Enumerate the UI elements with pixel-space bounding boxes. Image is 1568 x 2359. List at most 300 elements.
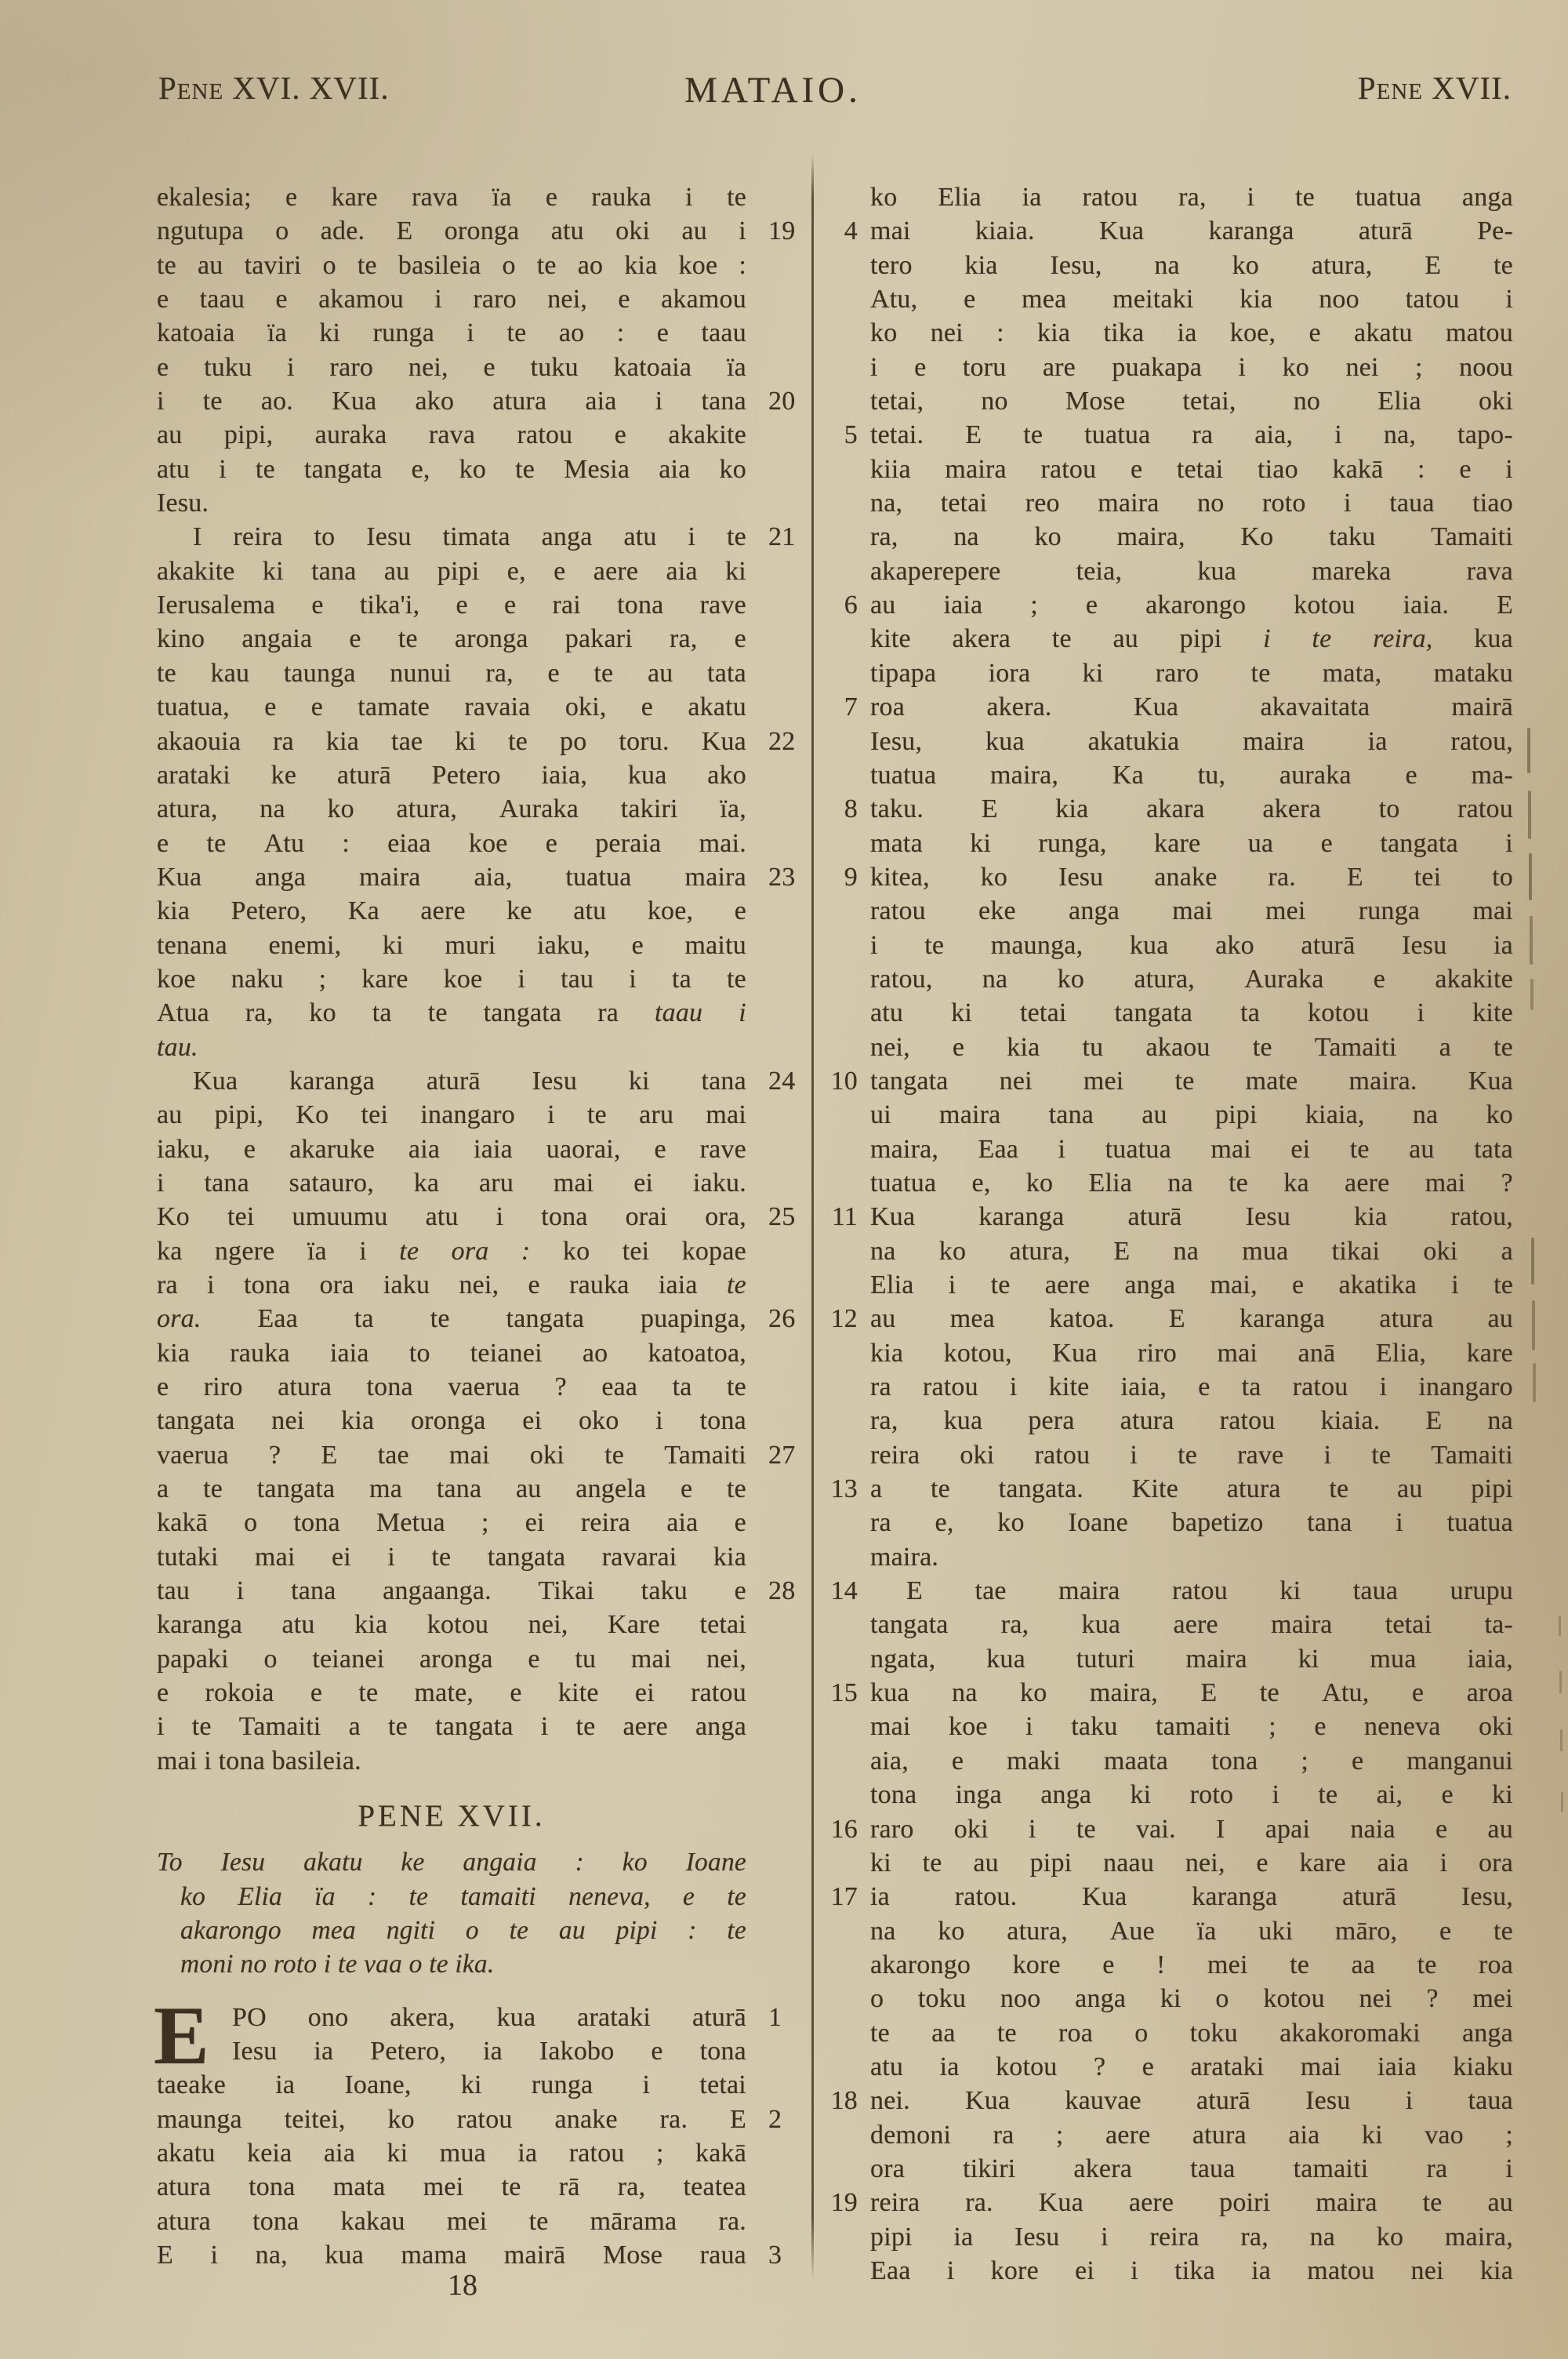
word: au (516, 1474, 542, 1504)
word: naku (230, 964, 284, 994)
text-line (157, 453, 746, 486)
word: kua (1197, 556, 1237, 586)
page-edge-mark (1559, 1670, 1562, 1694)
word: ta (372, 998, 392, 1028)
word: ki (319, 318, 341, 348)
drop-cap: E (154, 1989, 209, 2081)
word: pipi (870, 2222, 913, 2252)
word: ko (1282, 352, 1310, 382)
word: atura (157, 2172, 211, 2202)
word: au (870, 591, 896, 620)
word: e (1291, 1270, 1305, 1299)
word: a (1501, 1236, 1513, 1266)
text-line (870, 962, 1513, 996)
verse-number: 5 (844, 420, 858, 450)
word: ka (1283, 1168, 1309, 1198)
word: e (545, 828, 558, 858)
word: aturā (1127, 1202, 1182, 1232)
word: kua (1081, 1610, 1121, 1640)
word: au (870, 1304, 896, 1334)
word: pipi (1179, 624, 1222, 654)
word: ki (1130, 1780, 1152, 1810)
word: atu (623, 522, 657, 552)
text-line (870, 2016, 1513, 2050)
word: a (348, 1712, 361, 1742)
word: tuatua, (157, 692, 230, 722)
word: : (521, 1236, 531, 1266)
word: nei (930, 318, 964, 348)
verse-number: 12 (830, 1304, 858, 1334)
word: noo (1319, 285, 1359, 314)
word: kare (1466, 1338, 1513, 1368)
text-line (157, 1302, 796, 1336)
word: Kua (964, 2086, 1011, 2116)
word: tangata (303, 454, 383, 484)
word: E (157, 2240, 173, 2270)
text-line (870, 453, 1513, 486)
word: ako (415, 387, 455, 416)
word: kitea, (870, 862, 930, 892)
word: akaruke (289, 1134, 376, 1164)
text-line (157, 1914, 746, 1947)
word: tona (218, 1746, 265, 1776)
word: i (540, 1712, 549, 1742)
word: kia (1007, 1032, 1040, 1062)
word: i (1247, 183, 1255, 212)
word: ngata, (870, 1644, 936, 1674)
word: te (358, 1678, 379, 1708)
word: na (1173, 1236, 1200, 1266)
word: e (680, 1474, 693, 1504)
word: tei (227, 1202, 255, 1232)
word: rave (699, 1134, 746, 1164)
text-line (157, 1642, 746, 1676)
word: Ierusalema (157, 591, 276, 620)
word: tona (617, 591, 664, 620)
word: e (614, 420, 627, 450)
text-line (870, 827, 1513, 860)
word: e (1435, 1814, 1448, 1844)
word: mua (1370, 1644, 1417, 1674)
word: mai (1210, 1134, 1251, 1164)
word: i (1405, 2086, 1414, 2116)
word: ra, (870, 522, 898, 552)
word: mai (255, 1542, 296, 1572)
text-line (870, 1710, 1513, 1743)
text-line (157, 418, 746, 452)
word: angaia (241, 624, 313, 654)
word: ra, (1240, 2222, 1269, 2252)
word: o (408, 1950, 423, 1979)
word: Eaa (257, 1304, 298, 1334)
word: nei, (706, 1644, 746, 1674)
word: aronga (419, 1644, 493, 1674)
word: iaku, (157, 1134, 211, 1164)
word: mataku (1433, 658, 1513, 688)
word: rokoia (205, 1678, 274, 1708)
word: inangaro (420, 1100, 515, 1130)
word: Iesu (1014, 2222, 1060, 2252)
word: tetai (1020, 998, 1067, 1028)
text-line (870, 1438, 1513, 1472)
word: o (322, 250, 336, 280)
word: ; (1505, 2120, 1513, 2150)
word: akatika (1338, 1270, 1417, 1299)
word: te (924, 930, 945, 960)
word: akatu (688, 692, 746, 722)
text-line (157, 2068, 746, 2102)
word: nei (271, 1406, 305, 1436)
word: aia (1288, 2120, 1320, 2150)
word: karanga (157, 1610, 242, 1640)
text-line (157, 2034, 746, 2068)
word: E (1425, 1406, 1443, 1436)
word: ; (481, 1508, 489, 1538)
word: mea (949, 1304, 995, 1334)
word: koe (157, 964, 196, 994)
word: ko (1034, 522, 1062, 552)
word: tona (541, 1202, 588, 1232)
text-line (157, 2001, 782, 2034)
word: riro (203, 1372, 243, 1402)
word: mata, (1322, 658, 1382, 688)
word: ïa (314, 1881, 336, 1911)
word: taua (1389, 489, 1435, 518)
word: Kua (701, 726, 746, 756)
word: i (655, 387, 663, 416)
text-line (870, 1608, 1513, 1641)
word: tae (377, 1440, 409, 1470)
text-line (870, 1166, 1513, 1200)
word: karanga (978, 1202, 1065, 1232)
word: o (275, 216, 289, 246)
word: tona (870, 1780, 917, 1810)
word: ; (1055, 2120, 1064, 2150)
text-line (157, 520, 796, 554)
word: te (397, 624, 418, 654)
word: ao (558, 318, 585, 348)
word: : (616, 318, 625, 348)
text-line (870, 1540, 1513, 1574)
word: ko (980, 862, 1008, 892)
word: kia (964, 250, 998, 280)
word: takiri (620, 794, 678, 824)
running-head-title: MATAIO. (684, 70, 862, 111)
text-line (157, 1132, 746, 1166)
word: kua (627, 760, 667, 790)
word: te (157, 658, 176, 688)
word: te (1051, 624, 1072, 654)
word: o (244, 1508, 258, 1538)
word: kia (1240, 285, 1273, 314)
word: e (243, 1134, 256, 1164)
word: are (1042, 352, 1076, 382)
word: ko (1025, 1168, 1054, 1198)
word: ki (725, 556, 746, 586)
word: iaku, (536, 930, 590, 960)
word: e (528, 1644, 540, 1674)
word: kore (990, 2255, 1039, 2285)
word: au (1487, 1814, 1513, 1844)
word: te (1422, 2188, 1443, 2218)
word: puapinga, (641, 1304, 746, 1334)
word: vao (1425, 2120, 1464, 2150)
word: katoaia (157, 318, 235, 348)
word: mareka (1312, 556, 1392, 586)
word: Ioane, (344, 2070, 412, 2100)
word: au (1397, 1474, 1423, 1504)
word: o (870, 1984, 884, 2014)
word: akamou (661, 285, 746, 314)
word: kiaia. (1320, 1406, 1381, 1436)
text-line (157, 1404, 746, 1438)
word: maira (945, 454, 1007, 484)
word: i (434, 285, 442, 314)
word: tangata (1380, 828, 1458, 858)
word: oki (615, 216, 651, 246)
text-line (157, 1608, 746, 1641)
word: aere (1128, 2188, 1174, 2218)
word: kia (1479, 2255, 1513, 2285)
word: taku (641, 1576, 688, 1606)
word: ratou (1172, 1576, 1228, 1606)
word: ratou (568, 2138, 625, 2168)
word: mate (1245, 1066, 1298, 1096)
word: roa (1058, 2018, 1094, 2048)
word: Kua (870, 1202, 916, 1232)
word: o (465, 1915, 479, 1945)
word: aere (1345, 1168, 1390, 1198)
word: na (953, 522, 979, 552)
text-line (870, 554, 1513, 588)
word: E (906, 1576, 923, 1606)
word: te (1229, 1168, 1249, 1198)
word: aia, (474, 862, 513, 892)
word: i (287, 352, 295, 382)
text-line (157, 249, 746, 282)
word: E (965, 420, 982, 450)
text-line (157, 1098, 746, 1132)
word: kiia (870, 454, 911, 484)
word: demoni (870, 2120, 952, 2150)
word: te (1318, 1780, 1338, 1810)
word: tata (707, 658, 746, 688)
word: pera (1028, 1406, 1075, 1436)
word: ? (268, 1440, 281, 1470)
word: au (647, 658, 673, 688)
word: na, (255, 2240, 288, 2270)
word: maira. (870, 1542, 939, 1572)
word: tae (391, 726, 423, 756)
word: te (203, 1474, 223, 1504)
word: Kua (1098, 216, 1145, 246)
word: ki (382, 930, 404, 960)
word: au (1142, 1100, 1167, 1130)
text-line (870, 929, 1513, 962)
word: e (157, 1372, 169, 1402)
word: ki (1082, 658, 1104, 688)
word: ia (275, 2070, 296, 2100)
word: na (1154, 250, 1180, 280)
word: i (1344, 489, 1352, 518)
word: maira (1185, 1644, 1247, 1674)
word: anga (695, 1712, 746, 1742)
word: iaia. (1403, 591, 1450, 620)
word: ïa (726, 352, 746, 382)
word: katoatoa, (648, 1338, 746, 1368)
word: : (996, 318, 1004, 348)
word: te (506, 318, 527, 348)
word: kakā (157, 1508, 208, 1538)
word: e (641, 692, 654, 722)
word: ra (273, 726, 294, 756)
word: tona (249, 2172, 296, 2202)
word: inangaro (1418, 1372, 1513, 1402)
word: maira, (990, 760, 1059, 790)
word: taku. (870, 794, 924, 824)
word: ko (1057, 964, 1085, 994)
word: ? (554, 1372, 567, 1402)
text-line (830, 1676, 1513, 1710)
word: kia (870, 1338, 904, 1368)
word: teitei, (284, 2104, 346, 2134)
word: ratou (456, 2104, 513, 2134)
word: ra, (670, 624, 698, 654)
word: e (654, 1134, 666, 1164)
word: ko (1020, 1678, 1047, 1708)
page-edge-mark (1527, 728, 1530, 773)
word: ta (671, 964, 691, 994)
word: o (502, 250, 516, 280)
word: Iakobo (539, 2036, 615, 2066)
word: atu (281, 1610, 315, 1640)
word: te (1312, 624, 1332, 654)
word: i (387, 1542, 395, 1572)
text-line (870, 1404, 1513, 1438)
word: ratou (1082, 183, 1138, 212)
text-line (157, 2103, 782, 2136)
word: mei (446, 2206, 488, 2236)
word: akarongo (1145, 591, 1247, 620)
verse-number: 1 (768, 2002, 782, 2032)
word: tika (1174, 2255, 1215, 2285)
word: reira (1149, 2222, 1200, 2252)
word: Atu, (1322, 1678, 1370, 1708)
word: anake (554, 2104, 618, 2134)
word: ratou (691, 1678, 746, 1708)
word: ra, (1000, 1610, 1029, 1640)
text-line (157, 316, 746, 350)
page-edge-mark (1532, 1300, 1535, 1350)
word: tangata (870, 1066, 949, 1096)
word: katoa. (1049, 1304, 1115, 1334)
word: ra, (617, 2172, 646, 2202)
word: mai (706, 1100, 746, 1130)
word: e, (411, 454, 430, 484)
word: e (483, 352, 495, 382)
word: i (1263, 624, 1271, 654)
word: Petero, (370, 2036, 447, 2066)
word: tika'i, (359, 591, 420, 620)
word: : (367, 1881, 377, 1911)
text-line (830, 1574, 1513, 1608)
word: E (396, 216, 413, 246)
word: aia (408, 1134, 441, 1164)
word: te (1259, 1678, 1279, 1708)
chapter-summary (157, 1845, 746, 1981)
verse-number: 16 (830, 1814, 858, 1844)
word: i (1439, 1848, 1448, 1877)
word: keia (247, 2138, 292, 2168)
word: I (193, 522, 202, 552)
word: i (1505, 454, 1513, 484)
word: koe, (647, 896, 694, 926)
word: rai (552, 591, 581, 620)
word: i (204, 1746, 212, 1776)
word: te (430, 1304, 450, 1334)
word: Kua (157, 862, 202, 892)
word: to (314, 522, 336, 552)
word: kare (1299, 1848, 1346, 1877)
word: i (210, 2240, 219, 2270)
word: ïa, (720, 794, 746, 824)
word: e (157, 828, 169, 858)
word: mei (1083, 1066, 1124, 1096)
word: iora (988, 658, 1031, 688)
verse-number: 3 (768, 2240, 782, 2270)
word: ke (506, 896, 532, 926)
word: koe, (1229, 318, 1276, 348)
word: i (870, 930, 878, 960)
word: au (198, 250, 223, 280)
word: rauka (591, 183, 652, 212)
word: te (202, 387, 223, 416)
word: rava (1466, 556, 1513, 586)
word: e (1441, 1780, 1454, 1810)
word: aa (1351, 1950, 1376, 1979)
word: karanga (1208, 216, 1294, 246)
word: roto (273, 1950, 318, 1979)
text-line (157, 1574, 796, 1608)
word: Ka (1112, 760, 1144, 790)
word: ngere (214, 1236, 275, 1266)
word: te (727, 1474, 746, 1504)
page-edge-mark (1531, 1238, 1534, 1285)
text-line (157, 929, 746, 962)
text-line (870, 1030, 1513, 1064)
word: ratou (1034, 1440, 1091, 1470)
word: maunga (157, 2104, 242, 2134)
word: tipapa (870, 658, 937, 688)
word: kua (1474, 624, 1513, 654)
word: au (1112, 624, 1138, 654)
word: tikiri (963, 2154, 1016, 2183)
word: tona (293, 1508, 340, 1538)
word: aere (622, 1712, 668, 1742)
word: te (1295, 183, 1315, 212)
word: tangata (157, 1406, 235, 1436)
word: atura (492, 387, 547, 416)
text-line (870, 2118, 1513, 2152)
word: kia (341, 1406, 375, 1436)
word: kotou (1308, 998, 1370, 1028)
word: E (1497, 591, 1513, 620)
word: kare (331, 183, 378, 212)
word: kite (557, 1678, 599, 1708)
verse-number: 13 (830, 1474, 858, 1504)
word: na (1167, 1168, 1193, 1198)
word: te (996, 2018, 1017, 2048)
